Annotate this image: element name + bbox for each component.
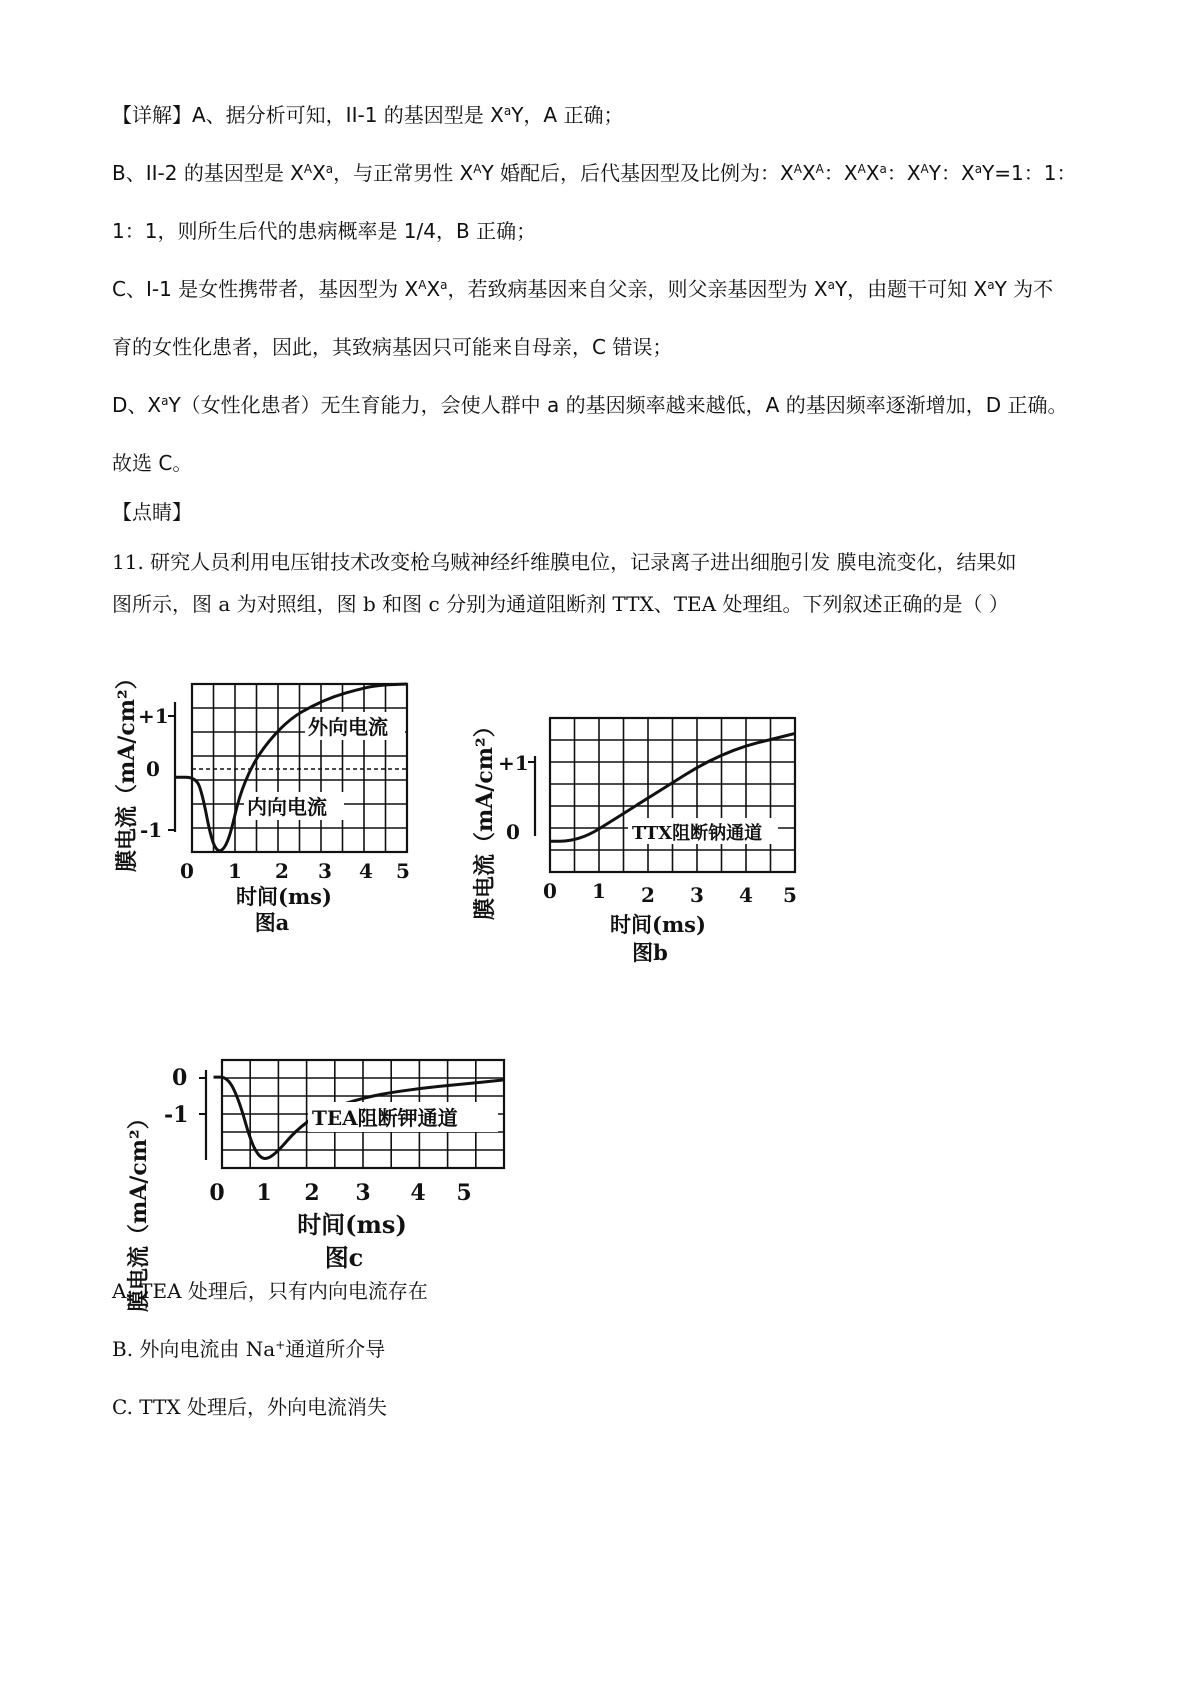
figure-b-xtick-5: 5	[783, 883, 797, 907]
figure-a-curve	[175, 684, 407, 851]
figure-b	[470, 650, 810, 990]
explanation-line-8: 【点睛】	[112, 500, 192, 524]
figure-c-xtick-5: 5	[456, 1180, 472, 1206]
figure-c-ytick-0: 0	[172, 1065, 188, 1091]
figure-a-outward-label: 外向电流	[308, 715, 388, 739]
explanation-line-3: 1：1，则所生后代的患病概率是 1/4，B 正确；	[112, 219, 537, 243]
explanation-line-4: C、I-1 是女性携带者，基因型为 $X^AX^a$，若致病基因来自父亲，则父亲基因型为 $X^aY$，由题干可知 $X^aY$ 为不	[112, 277, 1054, 301]
figure-a-xlabel: 时间(ms)	[236, 884, 332, 909]
figure-a	[112, 640, 442, 940]
figure-a-xtick-3: 3	[318, 859, 332, 883]
question-line-1: 11. 研究人员利用电压钳技术改变枪乌贼神经纤维膜电位，记录离子进出细胞引发 膜电流变化，结果如	[112, 550, 1017, 574]
figure-b-title: 图b	[632, 940, 668, 965]
question-line-2: 图所示，图 a 为对照组，图 b 和图 c 分别为通道阻断剂 TTX、TEA 处理组。下列叙述正确的是（ ）	[112, 592, 1009, 616]
figure-a-xtick-2: 2	[275, 859, 289, 883]
figure-a-xtick-4: 4	[359, 859, 373, 883]
explanation-line-7: 故选 C。	[112, 451, 193, 475]
figure-a-title: 图a	[254, 910, 290, 935]
figure-c-xtick-4: 4	[410, 1180, 426, 1206]
figure-c-xtick-2: 2	[304, 1180, 320, 1206]
figure-a-ylabel	[114, 667, 140, 872]
figure-c-ylabel-text: 膜电流（mA/cm²）	[126, 1107, 152, 1312]
figure-b-ylabel	[472, 715, 498, 920]
figure-a-ytick-2: -1	[140, 818, 163, 842]
figure-c-title: 图c	[324, 1243, 364, 1272]
explanation-line-2: B、II-2 的基因型是 $X^AX^a$，与正常男性 $X^AY$ 婚配后，后代基因型及比例为：$X^AX^A$：$X^AX^a$：$X^AY$：$X^aY=1$：1：	[112, 161, 1077, 185]
figure-b-ttx-label: TTX阻断钠通道	[632, 823, 763, 844]
figure-a-grid	[192, 684, 407, 852]
explanation-line-5: 育的女性化患者，因此，其致病基因只可能来自母亲，C 错误；	[112, 335, 673, 359]
option-b: B. 外向电流由 Na+通道所介导	[112, 1337, 386, 1361]
figure-b-xtick-4: 4	[739, 883, 753, 907]
explanation-line-6: D、$X^aY$（女性化患者）无生育能力，会使人群中 a 的基因频率越来越低，A 的基因频率逐渐增加，D 正确。	[112, 393, 1068, 417]
option-a: A. TEA 处理后，只有内向电流存在	[112, 1279, 428, 1303]
figure-c-tea-label: TEA阻断钾通道	[312, 1106, 458, 1130]
figure-b-ylabel-text: 膜电流（mA/cm²）	[472, 715, 498, 920]
figure-c-xlabel: 时间(ms)	[297, 1210, 407, 1239]
figure-c	[112, 1030, 532, 1360]
option-c: C. TTX 处理后，外向电流消失	[112, 1395, 387, 1419]
figure-b-xtick-2: 2	[641, 883, 655, 907]
figure-b-xtick-1: 1	[592, 879, 606, 903]
figure-a-xtick-5: 5	[396, 859, 410, 883]
figure-b-xtick-0: 0	[543, 879, 557, 903]
figure-b-ytick-0: +1	[498, 751, 529, 775]
figure-a-ytick-0: +1	[138, 704, 169, 728]
figure-c-xtick-1: 1	[256, 1180, 272, 1206]
figure-a-xtick-1: 1	[228, 859, 242, 883]
figure-a-ytick-1: 0	[146, 757, 160, 781]
figure-b-xtick-3: 3	[690, 883, 704, 907]
figure-c-ytick-1: -1	[164, 1102, 189, 1128]
explanation-line-1: 【详解】A、据分析可知，II-1 的基因型是 $X^aY$，A 正确；	[112, 103, 624, 127]
figure-b-ytick-1: 0	[506, 820, 520, 844]
figure-a-xtick-0: 0	[180, 859, 194, 883]
figure-b-xlabel: 时间(ms)	[610, 912, 706, 937]
figure-c-xtick-3: 3	[355, 1180, 371, 1206]
figure-a-inward-label: 内向电流	[247, 795, 327, 819]
figure-c-xtick-0: 0	[209, 1180, 225, 1206]
figure-a-ylabel-text: 膜电流（mA/cm²）	[114, 667, 140, 872]
